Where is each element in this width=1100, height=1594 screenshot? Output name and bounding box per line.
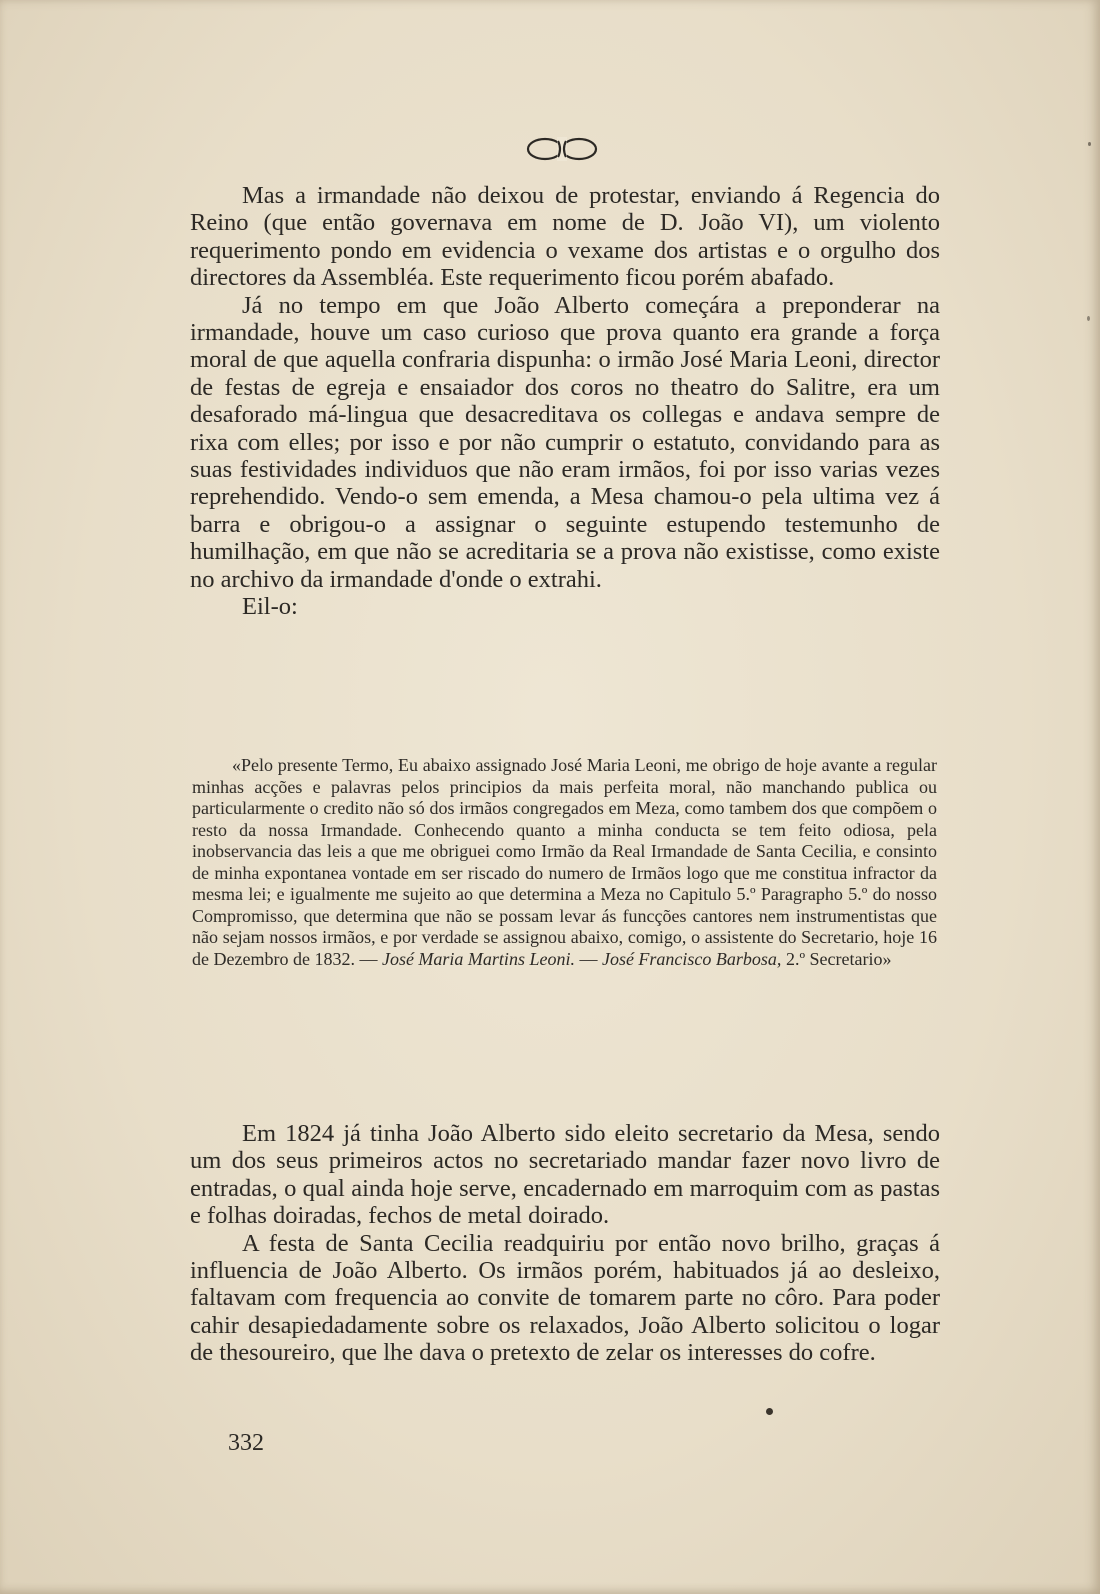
paragraph: Mas a irmandade não deixou de protestar, enviando á Regencia do Reino (que então governava em nome de D. João VI), um violento requerimento pondo em evidencia o vexame dos artistas e o orgulho dos directores da Assembléa. Este requerimento ficou porém abafado. xyxy=(190,182,940,292)
quote-signature: José Maria Martins Leoni. xyxy=(381,948,575,969)
paragraph: A festa de Santa Cecilia readquiriu por então novo brilho, graças á influencia de João Alberto. Os irmãos porém, habituados já ao desleixo, faltavam com frequencia ao convite de tomarem parte no côro. Para poder cahir desapiedadamente sobre os relaxados, João Alberto solicitou o logar de thesoureiro, que lhe dava o pretexto de zelar os interesses do cofre. xyxy=(190,1229,940,1367)
quote-text: «Pelo presente Termo, Eu abaixo assignado José Maria Leoni, me obrigo de hoje avante a regular minhas acções e palavras pelos principios da mais perfeita moral, não manchando publica ou particularmente o credito não só dos irmãos congregados em Meza, como tambem dos que compõem o resto da nossa Irmandade. Conhecendo quanto a minha conducta se tem feito odiosa, pela inobservancia das leis a que me obriguei como Irmão da Real Irmandade de Santa Cecilia, e consinto de minha expontanea vontade em ser riscado do numero de Irmãos logo que me constitua infractor da mesma lei; e igualmente me sujeito ao que determina a Meza no Capitulo 5.º Paragrapho 5.º do nosso Compromisso, que determina que não se possam levar ás funcções cantores nem instrumentistas que não sejam nossos irmãos, e por verdade se assignou abaixo, comigo, o assistente do Secretario, hoje 16 de Dezembro de 1832. — xyxy=(192,755,937,969)
body-text-top xyxy=(190,182,940,621)
page-number: 332 xyxy=(228,1430,264,1456)
quote-dash: — xyxy=(574,948,602,969)
quote-closing: 2.º Secretario» xyxy=(781,948,892,969)
quote-signature: José Francisco Barbosa, xyxy=(601,948,782,969)
header-ornament-icon xyxy=(521,134,603,164)
quoted-document xyxy=(192,755,937,970)
ink-speck xyxy=(766,1408,773,1415)
body-text-bottom xyxy=(190,1120,940,1367)
paragraph: Em 1824 já tinha João Alberto sido eleito secretario da Mesa, sendo um dos seus primeiros actos no secretariado mandar fazer novo livro de entradas, o qual ainda hoje serve, encadernado em marroquim com as pastas e folhas doiradas, fechos de metal doirado. xyxy=(190,1120,940,1230)
paragraph: Já no tempo em que João Alberto começára a preponderar na irmandade, houve um caso curioso que prova quanto era grande a força moral de que aquella confraria dispunha: o irmão José Maria Leoni, director de festas de egreja e ensaiador dos coros no theatro do Salitre, era um desaforado má-lingua que desacreditava os collegas e andava sempre de rixa com elles; por isso e por não cumprir o estatuto, convidando para as suas festividades individuos que não eram irmãos, foi por isso varias vezes reprehendido. Vendo-o sem emenda, a Mesa chamou-o pela ultima vez á barra e obrigou-o a assignar o seguinte estupendo testemunho de humilhação, em que não se acreditaria se a prova não existisse, como existe no archivo da irmandade d'onde o extrahi. xyxy=(190,291,940,593)
paragraph-intro-quote: Eil-o: xyxy=(242,593,298,621)
ink-speck xyxy=(1087,316,1090,321)
ink-speck xyxy=(1088,142,1091,146)
